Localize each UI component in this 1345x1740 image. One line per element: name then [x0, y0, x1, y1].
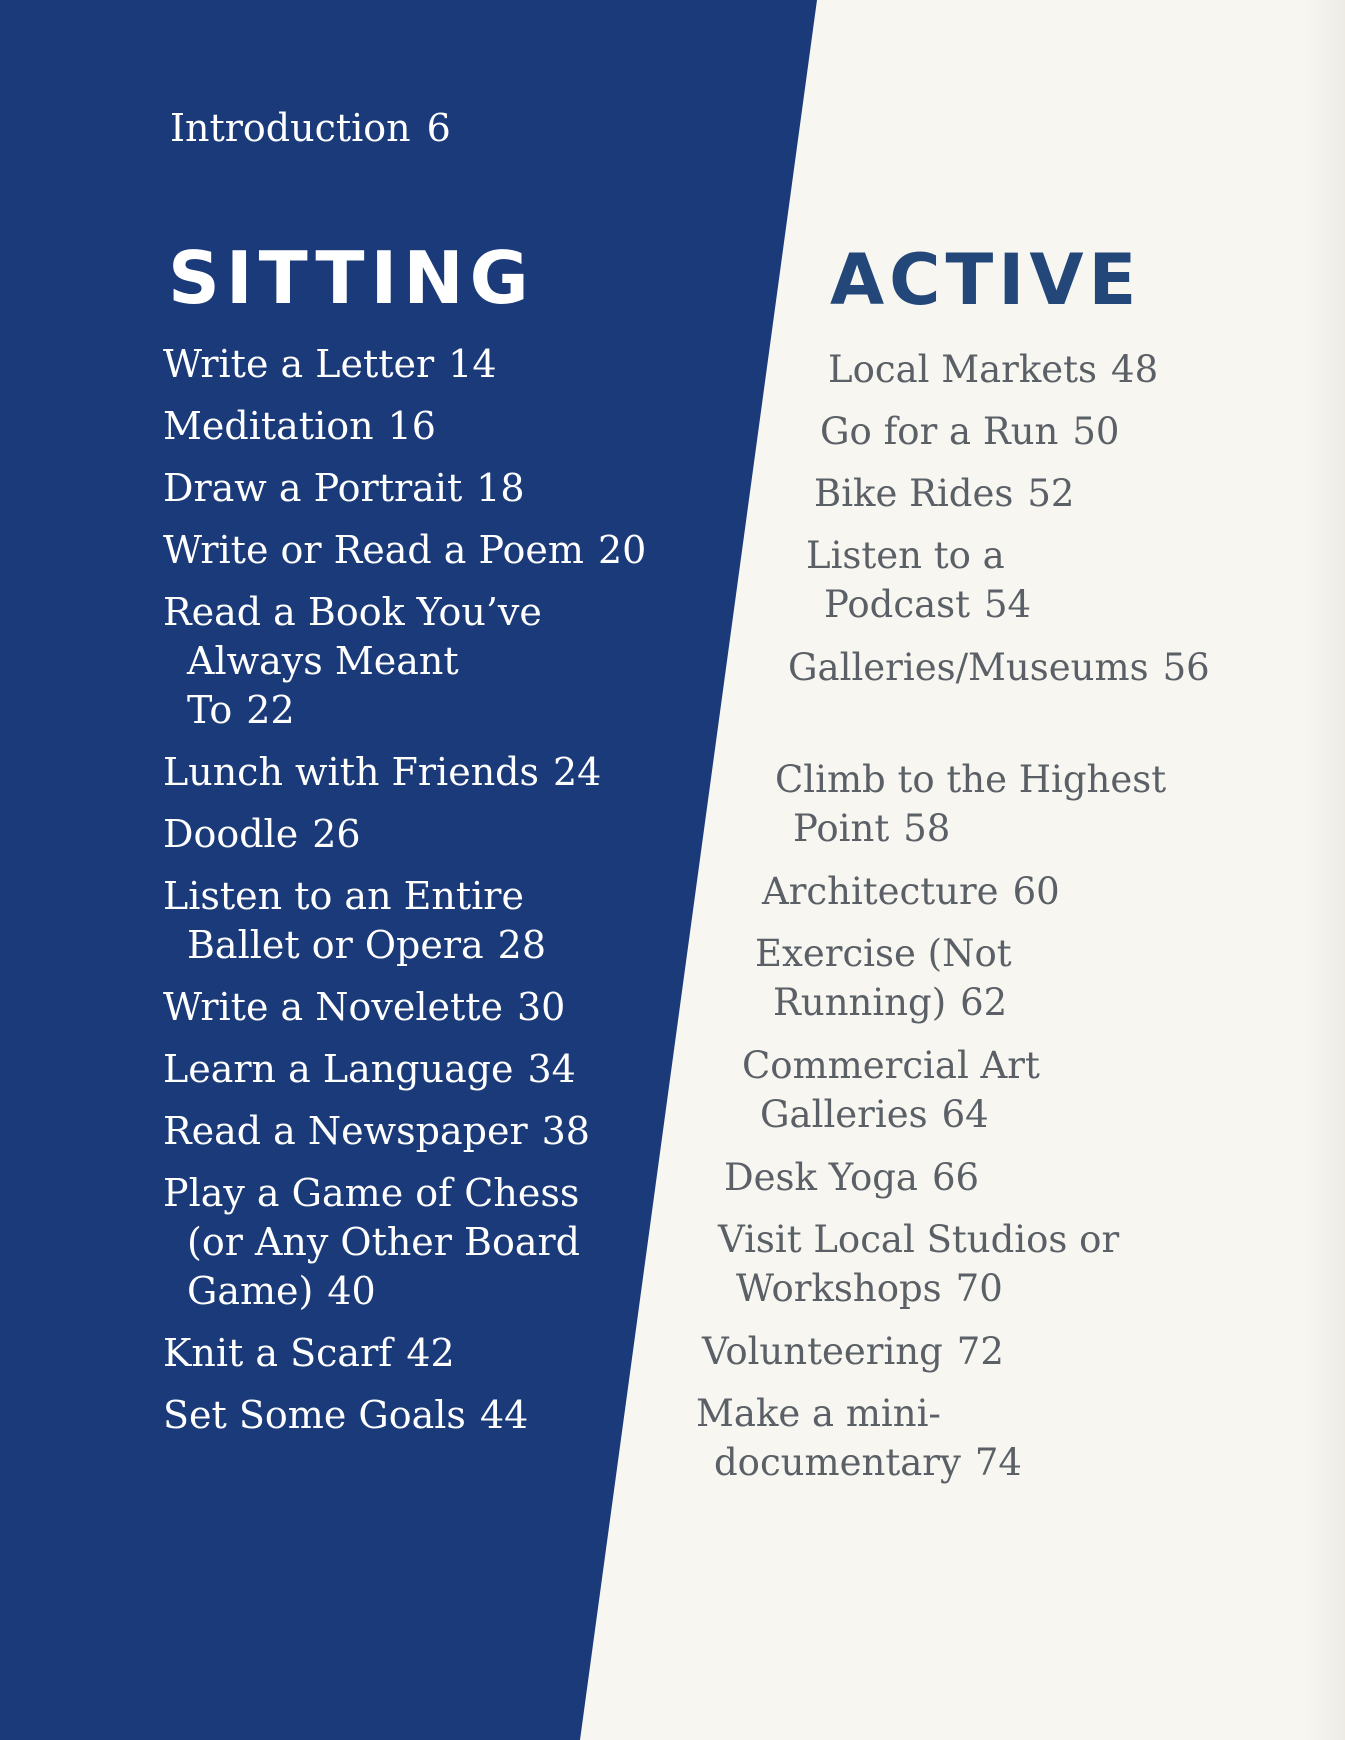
- toc-entry-page: 30: [517, 985, 566, 1029]
- toc-entry-label: Learn a Language: [163, 1047, 514, 1091]
- toc-entry-desk-yoga[interactable]: [724, 1153, 1162, 1202]
- toc-entry-doodle[interactable]: [163, 810, 683, 859]
- toc-entry-label: Commercial Art Galleries: [742, 1044, 1040, 1136]
- toc-entry-page: 50: [1072, 410, 1120, 453]
- toc-entry-page: 70: [955, 1267, 1003, 1310]
- toc-entry-introduction[interactable]: [170, 104, 451, 152]
- toc-entry-exercise-not-running[interactable]: [755, 929, 1223, 1027]
- toc-entry-climb-to-the-highest-point[interactable]: [775, 755, 1183, 853]
- toc-entry-label: Meditation: [163, 404, 374, 448]
- toc-entry-draw-a-portrait[interactable]: [163, 464, 683, 513]
- toc-entry-page: 48: [1111, 348, 1159, 391]
- toc-entry-read-a-book[interactable]: [163, 588, 567, 735]
- toc-entry-page: 26: [312, 812, 361, 856]
- toc-entry-page: 44: [479, 1393, 529, 1437]
- toc-entry-page: 42: [406, 1331, 455, 1375]
- toc-entry-set-some-goals[interactable]: [163, 1391, 683, 1440]
- toc-entry-label: Desk Yoga: [724, 1156, 918, 1199]
- toc-entry-label: Read a Book You’ve Always Meant To: [163, 590, 542, 732]
- toc-entry-label: Read a Newspaper: [163, 1109, 528, 1153]
- toc-entry-label: Write a Novelette: [163, 985, 503, 1029]
- toc-entry-galleries-museums[interactable]: [788, 643, 1210, 692]
- toc-entry-meditation[interactable]: [163, 402, 683, 451]
- toc-entry-commercial-art-galleries[interactable]: [742, 1041, 1100, 1139]
- toc-entry-lunch-with-friends[interactable]: [163, 748, 683, 797]
- toc-entry-label: Visit Local Studios or Workshops: [718, 1218, 1120, 1310]
- toc-entry-go-for-a-run[interactable]: [820, 407, 1258, 456]
- toc-entry-architecture[interactable]: [762, 867, 1200, 916]
- toc-entry-page: 14: [448, 342, 497, 386]
- toc-entry-label: Go for a Run: [820, 410, 1059, 453]
- toc-entry-page: 24: [553, 750, 602, 794]
- toc-entry-page: 38: [541, 1109, 590, 1153]
- toc-entry-label: Bike Rides: [814, 472, 1014, 515]
- sitting-toc-list: [163, 340, 683, 1453]
- toc-entry-label: Galleries/Museums: [788, 646, 1149, 689]
- toc-entry-page: 74: [974, 1441, 1022, 1484]
- toc-entry-page: 60: [1012, 870, 1060, 913]
- toc-entry-page: 40: [327, 1269, 376, 1313]
- toc-entry-label: Knit a Scarf: [163, 1331, 393, 1375]
- toc-entry-label: Listen to a Podcast: [806, 534, 1005, 626]
- toc-entry-page: 54: [984, 583, 1032, 626]
- toc-entry-page: 18: [476, 466, 525, 510]
- paper-edge-shading: [1305, 0, 1345, 1740]
- toc-entry-page: 58: [903, 807, 951, 850]
- toc-entry-local-markets[interactable]: [828, 345, 1266, 394]
- toc-entry-label: Introduction: [170, 106, 411, 150]
- toc-entry-label: Listen to an Entire Ballet or Opera: [163, 874, 524, 967]
- section-heading-active: ACTIVE: [830, 239, 1142, 321]
- toc-entry-write-a-novelette[interactable]: [163, 983, 683, 1032]
- toc-entry-label: Local Markets: [828, 348, 1098, 391]
- toc-entry-listen-to-a-podcast[interactable]: [806, 531, 1184, 629]
- toc-entry-label: Lunch with Friends: [163, 750, 539, 794]
- toc-entry-label: Set Some Goals: [163, 1393, 466, 1437]
- toc-entry-knit-a-scarf[interactable]: [163, 1329, 683, 1378]
- toc-entry-volunteering[interactable]: [702, 1327, 1140, 1376]
- toc-entry-label: Write a Letter: [163, 342, 435, 386]
- toc-entry-label: Exercise (Not Running): [755, 932, 1012, 1024]
- toc-entry-label: Doodle: [163, 812, 299, 856]
- toc-entry-page: 64: [941, 1093, 989, 1136]
- toc-entry-page: 52: [1027, 472, 1075, 515]
- toc-entry-label: Play a Game of Chess (or Any Other Board Game): [163, 1171, 580, 1313]
- toc-entry-page: 6: [426, 106, 451, 150]
- toc-entry-make-a-mini-documentary[interactable]: [696, 1389, 1074, 1487]
- toc-entry-write-or-read-a-poem[interactable]: [163, 526, 683, 575]
- toc-entry-page: 56: [1162, 646, 1210, 689]
- toc-entry-page: 22: [246, 688, 295, 732]
- toc-entry-bike-rides[interactable]: [814, 469, 1252, 518]
- toc-entry-page: 28: [497, 923, 546, 967]
- toc-entry-write-a-letter[interactable]: [163, 340, 683, 389]
- toc-entry-page: 16: [387, 404, 436, 448]
- toc-entry-page: 34: [527, 1047, 576, 1091]
- section-heading-sitting: SITTING: [168, 236, 535, 320]
- toc-entry-label: Write or Read a Poem: [163, 528, 584, 572]
- toc-entry-play-a-game-of-chess[interactable]: [163, 1169, 607, 1316]
- toc-entry-read-a-newspaper[interactable]: [163, 1107, 683, 1156]
- toc-entry-page: 20: [597, 528, 647, 572]
- toc-entry-listen-to-ballet-or-opera[interactable]: [163, 872, 647, 970]
- toc-entry-learn-a-language[interactable]: [163, 1045, 683, 1094]
- toc-entry-label: Climb to the Highest Point: [775, 758, 1167, 850]
- toc-entry-label: Volunteering: [702, 1330, 943, 1373]
- toc-entry-label: Make a mini-documentary: [696, 1392, 961, 1484]
- toc-entry-page: 62: [960, 981, 1008, 1024]
- toc-entry-page: 72: [956, 1330, 1004, 1373]
- toc-entry-label: Draw a Portrait: [163, 466, 463, 510]
- toc-entry-label: Architecture: [762, 870, 999, 913]
- toc-entry-visit-local-studios[interactable]: [718, 1215, 1136, 1313]
- toc-entry-page: 66: [931, 1156, 980, 1199]
